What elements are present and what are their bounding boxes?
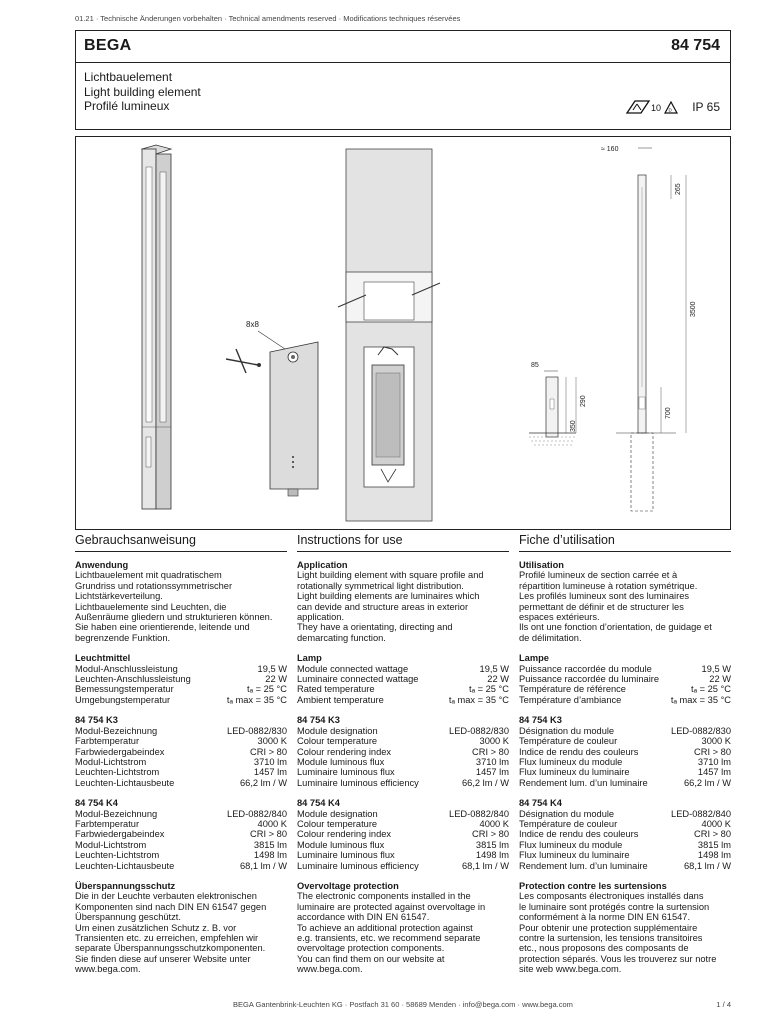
application-section-line: can devide and structure areas in exterior	[297, 601, 469, 612]
application-section-line: Außenräume gliedern und strukturieren können.	[75, 612, 273, 623]
spec-label: Luminaire luminous flux	[297, 767, 395, 778]
spec-value: 19,5 W	[479, 663, 509, 674]
spec-value: 1457 lm	[253, 767, 287, 778]
lamp-section-row	[519, 695, 731, 705]
dust-mark-icon: D	[668, 107, 672, 113]
protection-section-line: Pour obtenir une protection supplémentaire	[519, 922, 698, 933]
spec-label: Leuchten-Anschlussleistung	[75, 674, 191, 685]
spec-label: Indice de rendu des couleurs	[519, 746, 639, 757]
k4-section	[297, 798, 509, 871]
spec-value: 68,1 lm / W	[239, 860, 287, 871]
spec-label: Température de couleur	[519, 818, 618, 829]
k3-section-row	[519, 757, 731, 767]
k4-section-row	[75, 850, 287, 860]
spec-value: tₐ max = 35 °C	[448, 694, 509, 705]
spec-value: tₐ = 25 °C	[247, 684, 287, 695]
k4-section-row	[297, 829, 509, 839]
spec-label: Umgebungstemperatur	[75, 694, 171, 705]
spec-label: Leuchten-Lichtstrom	[75, 850, 160, 861]
spec-label: Module luminous flux	[297, 756, 385, 767]
application-section-heading: Utilisation	[519, 560, 564, 570]
spec-value: 66,2 lm / W	[461, 777, 509, 788]
protection-section-line: You can find them on our website at	[297, 953, 445, 964]
spec-label: Farbwiedergabeindex	[75, 829, 165, 840]
protection-section-line: Um einen zusätzlichen Schutz z. B. vor	[75, 922, 237, 933]
spec-value: 3815 lm	[697, 839, 731, 850]
protection-section-line: Überspannung geschützt.	[75, 912, 181, 923]
lamp-section-row	[519, 664, 731, 674]
dim-height: 3500	[690, 301, 697, 317]
protection-section-line: Die in der Leuchte verbauten elektronischen	[75, 891, 257, 902]
spec-label: Leuchten-Lichtausbeute	[75, 860, 175, 871]
protection-section-line: luminaire are protected against overvoltage in	[297, 901, 486, 912]
spec-value: LED-0882/840	[671, 808, 731, 819]
lamp-section-row	[75, 664, 287, 674]
k4-section-row	[297, 840, 509, 850]
header-divider	[76, 62, 730, 63]
application-section-heading: Application	[297, 560, 348, 570]
spec-label: Modul-Anschlussleistung	[75, 663, 178, 674]
spec-value: 22 W	[265, 674, 287, 685]
k4-section-row	[75, 861, 287, 871]
k4-section-row	[297, 819, 509, 829]
application-section-line: espaces extérieurs.	[519, 612, 600, 623]
spec-value: 3000 K	[479, 736, 509, 747]
k4-section-row	[75, 829, 287, 839]
lamp-section-row	[297, 684, 509, 694]
spec-label: Colour rendering index	[297, 746, 392, 757]
k3-section-row	[519, 778, 731, 788]
spec-label: Ambient temperature	[297, 694, 384, 705]
footer-address: BEGA Gantenbrink-Leuchten KG · Postfach 31 60 · 58689 Menden · info@bega.com · www.bega.com	[233, 1000, 573, 1009]
spec-value: 19,5 W	[701, 663, 731, 674]
spec-value: CRI > 80	[694, 829, 731, 840]
k4-section-row	[297, 861, 509, 871]
column-en	[297, 533, 509, 985]
ip-rating: IP 65	[692, 100, 720, 114]
k3-section-row	[297, 757, 509, 767]
spec-label: Leuchten-Lichtausbeute	[75, 777, 175, 788]
protection-section-line: Les composants électroniques installés dans	[519, 891, 704, 902]
spec-label: Flux lumineux du luminaire	[519, 767, 630, 778]
spec-label: Colour temperature	[297, 736, 378, 747]
k3-section-row	[297, 747, 509, 757]
k3-section-row	[297, 767, 509, 777]
application-section-line: demarcating function.	[297, 632, 386, 643]
protection-section-line: le luminaire sont protégés contre la surtension	[519, 901, 710, 912]
protection-section-line: Transienten etc. zu erreichen, empfehlen wir	[75, 933, 259, 943]
lamp-section-heading: Leuchtmittel	[75, 653, 131, 664]
lamp-section-row	[297, 664, 509, 674]
spec-value: LED-0882/830	[449, 725, 509, 736]
column-interior-view	[338, 149, 440, 521]
spec-label: Puissance raccordée du luminaire	[519, 674, 660, 685]
spec-label: Modul-Bezeichnung	[75, 725, 158, 736]
spec-value: 68,1 lm / W	[683, 860, 731, 871]
spec-value: 4000 K	[479, 818, 509, 829]
protection-section	[75, 881, 287, 975]
revision-note: 01.21 · Technische Änderungen vorbehalten · Technical amendments reserved · Modifications techniques réservées	[75, 14, 461, 23]
dim-base-width: 85	[531, 362, 539, 369]
spec-value: 1457 lm	[475, 767, 509, 778]
lamp-section-heading: Lampe	[519, 653, 549, 664]
k4-section-heading: 84 754 K4	[297, 798, 340, 809]
spec-value: 68,1 lm / W	[461, 860, 509, 871]
protection-section-line: Sie finden diese auf unserer Website unter	[75, 953, 251, 964]
ik-rating-icon	[624, 98, 682, 116]
page-number: 1 / 4	[716, 1000, 731, 1009]
product-drawings	[75, 136, 731, 530]
application-section-line: Ils ont une fonction d’orientation, de guidage et	[519, 622, 712, 633]
k4-section-row	[519, 819, 731, 829]
column-fr	[519, 533, 731, 985]
application-section-line: Light building elements are luminaires which	[297, 591, 480, 602]
spec-value: 22 W	[709, 674, 731, 685]
column-de	[75, 533, 287, 985]
protection-section-line: etc., nous proposons des composants de	[519, 943, 689, 954]
spec-label: Farbtemperatur	[75, 736, 140, 747]
k3-section-row	[519, 747, 731, 757]
wrench-size: 8x8	[246, 320, 259, 329]
application-section-line: permettant de définir et de structurer les	[519, 601, 684, 612]
product-names	[84, 70, 201, 114]
k3-section-row	[519, 767, 731, 777]
protection-section-heading: Overvoltage protection	[297, 880, 399, 891]
lamp-section-row	[75, 695, 287, 705]
spec-label: Modul-Lichtstrom	[75, 756, 147, 767]
spec-value: 1498 lm	[475, 850, 509, 861]
lamp-section	[75, 653, 287, 705]
protection-section-heading: Überspannungsschutz	[75, 880, 176, 891]
application-section-line: Grundriss und rotationssymmetrischer	[75, 580, 233, 591]
spec-value: tₐ max = 35 °C	[670, 694, 731, 705]
protection-section-line: www.bega.com.	[297, 964, 363, 975]
protection-section-heading: Protection contre les surtensions	[519, 880, 667, 891]
spec-label: Indice de rendu des couleurs	[519, 829, 639, 840]
k4-section	[519, 798, 731, 871]
spec-value: 3000 K	[701, 736, 731, 747]
luminaire-perspective	[142, 145, 171, 509]
k3-section-row	[75, 767, 287, 777]
protection-section	[519, 881, 731, 975]
product-name-fr: Profilé lumineux	[84, 99, 170, 113]
product-name-de: Lichtbauelement	[84, 70, 173, 84]
k4-section-row	[75, 840, 287, 850]
protection-section-line: contre la surtension, les tensions transitoires	[519, 933, 703, 943]
spec-value: 1498 lm	[697, 850, 731, 861]
spec-label: Module connected wattage	[297, 663, 409, 674]
k3-section-row	[75, 747, 287, 757]
lamp-section-heading: Lamp	[297, 653, 322, 664]
k4-section	[75, 798, 287, 871]
application-section-line: répartition lumineuse à rotation symétrique.	[519, 580, 698, 591]
spec-value: 22 W	[487, 674, 509, 685]
spec-label: Température de référence	[519, 684, 626, 695]
protection-section-line: overvoltage protection components.	[297, 943, 445, 954]
protection-section-line: www.bega.com.	[75, 964, 141, 975]
application-section-line: application.	[297, 612, 345, 623]
lamp-section-row	[519, 684, 731, 694]
k3-section-row	[75, 778, 287, 788]
column-title: Instructions for use	[297, 533, 509, 552]
protection-section-line: protection séparés. Vous les trouverez sur notre	[519, 953, 717, 964]
product-header	[75, 30, 731, 130]
k3-section	[297, 715, 509, 788]
door-panel-detail	[226, 320, 318, 496]
lamp-section-row	[75, 684, 287, 694]
k3-section-row	[297, 736, 509, 746]
column-title: Gebrauchsanweisung	[75, 533, 287, 552]
dim-width: ≈ 160	[601, 146, 619, 153]
spec-value: 66,2 lm / W	[683, 777, 731, 788]
application-section-line: rotationally symmetrical light distribution.	[297, 580, 464, 591]
dim-base-290: 290	[580, 395, 587, 407]
spec-value: CRI > 80	[250, 829, 287, 840]
application-section-line: Lichtbauelement mit quadratischem	[75, 570, 222, 581]
spec-value: 3710 lm	[475, 756, 509, 767]
lamp-section-row	[75, 674, 287, 684]
spec-value: 1457 lm	[697, 767, 731, 778]
spec-value: tₐ max = 35 °C	[226, 694, 287, 705]
spec-label: Modul-Bezeichnung	[75, 808, 158, 819]
spec-label: Colour rendering index	[297, 829, 392, 840]
application-section-line: Light building element with square profile and	[297, 570, 484, 581]
spec-label: Farbwiedergabeindex	[75, 746, 165, 757]
spec-value: 3815 lm	[475, 839, 509, 850]
spec-value: 19,5 W	[257, 663, 287, 674]
k3-section-heading: 84 754 K3	[297, 715, 340, 726]
application-section	[75, 560, 287, 643]
lamp-section	[519, 653, 731, 705]
k4-section-heading: 84 754 K4	[519, 798, 562, 809]
spec-label: Luminaire luminous efficiency	[297, 860, 419, 871]
spec-value: CRI > 80	[694, 746, 731, 757]
spec-label: Luminaire luminous flux	[297, 850, 395, 861]
k3-section-row	[75, 736, 287, 746]
protection-section-line: The electronic components installed in the	[297, 891, 471, 902]
side-elevation-drawing	[601, 146, 697, 511]
k4-section-row	[519, 809, 731, 819]
k4-section-row	[519, 861, 731, 871]
spec-label: Colour temperature	[297, 818, 378, 829]
k4-section-row	[297, 809, 509, 819]
application-section-heading: Anwendung	[75, 560, 129, 570]
spec-value: 3710 lm	[697, 756, 731, 767]
application-section-line: Profilé lumineux de section carrée et à	[519, 570, 678, 581]
spec-value: LED-0882/840	[227, 808, 287, 819]
protection-section-line: e.g. transients, etc. we recommend separate	[297, 933, 481, 943]
k3-section-row	[519, 736, 731, 746]
article-number: 84 754	[671, 37, 720, 54]
application-section-line: de délimitation.	[519, 632, 582, 643]
base-dimension-drawing	[529, 362, 587, 445]
k3-section-row	[297, 726, 509, 736]
spec-label: Flux lumineux du module	[519, 839, 623, 850]
k4-section-row	[519, 829, 731, 839]
spec-value: LED-0882/830	[227, 725, 287, 736]
k4-section-row	[75, 809, 287, 819]
spec-label: Flux lumineux du luminaire	[519, 850, 630, 861]
protection-section	[297, 881, 509, 975]
k4-section-row	[297, 850, 509, 860]
spec-label: Modul-Lichtstrom	[75, 839, 147, 850]
column-title: Fiche d’utilisation	[519, 533, 731, 552]
application-section	[297, 560, 509, 643]
spec-label: Module designation	[297, 808, 378, 819]
spec-value: tₐ = 25 °C	[691, 684, 731, 695]
spec-label: Bemessungstemperatur	[75, 684, 174, 695]
spec-label: Rendement lum. d’un luminaire	[519, 777, 648, 788]
lamp-section-row	[297, 674, 509, 684]
protection-section-line: To achieve an additional protection against	[297, 922, 473, 933]
spec-label: Luminaire connected wattage	[297, 674, 419, 685]
spec-value: 3815 lm	[253, 839, 287, 850]
application-section-line: Lichtbauelemente sind Leuchten, die	[75, 601, 227, 612]
lamp-section-row	[519, 674, 731, 684]
k3-section-heading: 84 754 K3	[75, 715, 118, 726]
k4-section-row	[519, 840, 731, 850]
certification-marks	[624, 98, 720, 116]
spec-value: LED-0882/830	[671, 725, 731, 736]
spec-value: 1498 lm	[253, 850, 287, 861]
spec-value: CRI > 80	[250, 746, 287, 757]
spec-label: Puissance raccordée du module	[519, 663, 652, 674]
application-section-line: They have a orientating, directing and	[297, 622, 453, 633]
protection-section-line: separate Überspannungsschutzkomponenten.	[75, 943, 266, 954]
protection-section-line: site web www.bega.com.	[519, 964, 622, 975]
application-section-line: Sie haben eine orientierende, leitende und	[75, 622, 250, 633]
application-section-line: Les profilés lumineux sont des luminaires	[519, 591, 690, 602]
spec-label: Température de couleur	[519, 736, 618, 747]
k3-section	[519, 715, 731, 788]
k4-section-heading: 84 754 K4	[75, 798, 118, 809]
k4-section-row	[75, 819, 287, 829]
spec-label: Température d’ambiance	[519, 694, 622, 705]
dim-bottom: 700	[665, 407, 672, 419]
dim-base-350: 350	[570, 420, 577, 432]
k3-section-row	[75, 757, 287, 767]
k3-section	[75, 715, 287, 788]
spec-value: 3000 K	[257, 736, 287, 747]
k3-section-heading: 84 754 K3	[519, 715, 562, 726]
k3-section-row	[75, 726, 287, 736]
spec-value: 3710 lm	[253, 756, 287, 767]
protection-section-line: conformément à la norme DIN EN 61547.	[519, 912, 691, 923]
spec-label: Module designation	[297, 725, 378, 736]
spec-label: Flux lumineux du module	[519, 756, 623, 767]
spec-label: Farbtemperatur	[75, 818, 140, 829]
protection-section-line: accordance with DIN EN 61547.	[297, 912, 430, 923]
dim-top: 265	[675, 183, 682, 195]
spec-value: 4000 K	[701, 818, 731, 829]
spec-value: 66,2 lm / W	[239, 777, 287, 788]
lamp-section	[297, 653, 509, 705]
product-name-en: Light building element	[84, 84, 201, 99]
spec-value: LED-0882/840	[449, 808, 509, 819]
spec-value: CRI > 80	[472, 829, 509, 840]
technical-drawing	[76, 137, 730, 529]
spec-label: Leuchten-Lichtstrom	[75, 767, 160, 778]
brand-logo: BEGA	[84, 37, 132, 54]
spec-label: Luminaire luminous efficiency	[297, 777, 419, 788]
spec-label: Module luminous flux	[297, 839, 385, 850]
k3-section-row	[297, 778, 509, 788]
spec-label: Rendement lum. d’un luminaire	[519, 860, 648, 871]
spec-value: CRI > 80	[472, 746, 509, 757]
spec-label: Désignation du module	[519, 725, 615, 736]
spec-label: Rated temperature	[297, 684, 375, 695]
k4-section-row	[519, 850, 731, 860]
k3-section-row	[519, 726, 731, 736]
application-section-line: begrenzende Funktion.	[75, 632, 171, 643]
protection-section-line: Komponenten sind nach DIN EN 61547 gegen	[75, 901, 267, 912]
spec-value: tₐ = 25 °C	[469, 684, 509, 695]
application-section	[519, 560, 731, 643]
spec-label: Désignation du module	[519, 808, 615, 819]
ik-value: 10	[651, 103, 662, 113]
application-section-line: Lichtstärkeverteilung.	[75, 591, 163, 602]
lamp-section-row	[297, 695, 509, 705]
spec-value: 4000 K	[257, 818, 287, 829]
